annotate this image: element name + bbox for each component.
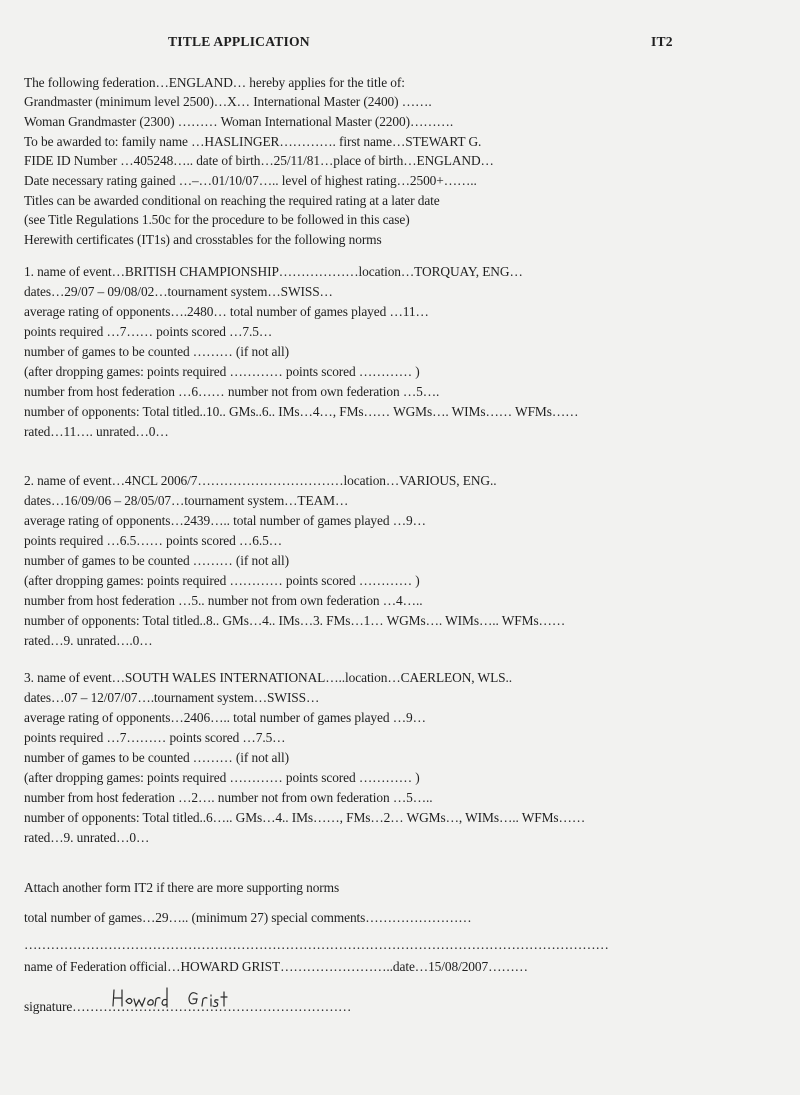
norm-line: 3. name of event…SOUTH WALES INTERNATIONAL…..location…CAERLEON, WLS.. — [24, 670, 512, 685]
norm-line: number of opponents: Total titled..6….. GMs…4.. IMs……, FMs…2… WGMs…, WIMs….. WFMs…… — [24, 810, 586, 825]
intro-line: Herewith certificates (IT1s) and crosstables for the following norms — [24, 232, 382, 247]
norm-line: points required …7……… points scored …7.5… — [24, 730, 286, 745]
norm-line: (after dropping games: points required ………… points scored ………… ) — [24, 770, 420, 785]
norm-line: (after dropping games: points required ………… points scored ………… ) — [24, 364, 420, 379]
intro-line: Grandmaster (minimum level 2500)…X… International Master (2400) ……. — [24, 94, 432, 109]
norm-line: average rating of opponents…2439….. total number of games played …9… — [24, 513, 426, 528]
norm-line: number of opponents: Total titled..8.. GMs…4.. IMs…3. FMs…1… WGMs…. WIMs….. WFMs…… — [24, 613, 566, 628]
norm-line: rated…9. unrated…0… — [24, 830, 150, 845]
norm-line: number of opponents: Total titled..10.. GMs..6.. IMs…4…, FMs…… WGMs…. WIMs…… WFMs…… — [24, 404, 579, 419]
attach-note: Attach another form IT2 if there are more supporting norms — [24, 880, 340, 895]
norm-line: points required …7…… points scored …7.5… — [24, 324, 273, 339]
dotted-line: …………………………………………………………………………………………………………………… — [24, 937, 609, 952]
form-title: TITLE APPLICATION — [168, 34, 310, 49]
norm-line: dates…29/07 – 09/08/02…tournament system…SWISS… — [24, 284, 333, 299]
norm-line: average rating of opponents…2406….. total number of games played …9… — [24, 710, 426, 725]
norm-line: 1. name of event…BRITISH CHAMPIONSHIP………………location…TORQUAY, ENG… — [24, 264, 523, 279]
intro-line: FIDE ID Number …405248….. date of birth…25/11/81…place of birth…ENGLAND… — [24, 153, 494, 168]
norm-line: dates…07 – 12/07/07….tournament system…SWISS… — [24, 690, 320, 705]
norm-line: number of games to be counted ……… (if not all) — [24, 344, 290, 359]
signature-label: signature……………………………………………………… — [24, 999, 352, 1014]
intro-line: (see Title Regulations 1.50c for the procedure to be followed in this case) — [24, 212, 410, 227]
norm-line: points required …6.5…… points scored …6.5… — [24, 533, 283, 548]
norm-line: number from host federation …6…… number not from own federation …5…. — [24, 384, 440, 399]
norm-line: rated…11…. unrated…0… — [24, 424, 169, 439]
handwritten-signature — [111, 986, 251, 1014]
federation-official: name of Federation official…HOWARD GRIST……………………..date…15/08/2007……… — [24, 959, 528, 974]
intro-line: To be awarded to: family name …HASLINGER…………. first name…STEWART G. — [24, 134, 482, 149]
norm-line: (after dropping games: points required ………… points scored ………… ) — [24, 573, 420, 588]
norm-line: number of games to be counted ……… (if not all) — [24, 750, 290, 765]
total-games: total number of games…29….. (minimum 27) special comments…………………… — [24, 910, 472, 925]
norm-line: rated…9. unrated….0… — [24, 633, 153, 648]
intro-line: Woman Grandmaster (2300) ……… Woman International Master (2200)………. — [24, 114, 454, 129]
form-code: IT2 — [651, 34, 673, 49]
intro-line: Date necessary rating gained …–…01/10/07….. level of highest rating…2500+…….. — [24, 173, 477, 188]
norm-line: number of games to be counted ……… (if not all) — [24, 553, 290, 568]
norm-line: average rating of opponents….2480… total number of games played …11… — [24, 304, 429, 319]
intro-line: Titles can be awarded conditional on reaching the required rating at a later date — [24, 193, 440, 208]
norm-line: number from host federation …2…. number not from own federation …5….. — [24, 790, 433, 805]
norm-line: number from host federation …5.. number not from own federation …4….. — [24, 593, 423, 608]
intro-line: The following federation…ENGLAND… hereby applies for the title of: — [24, 75, 405, 90]
norm-line: dates…16/09/06 – 28/05/07…tournament system…TEAM… — [24, 493, 349, 508]
norm-line: 2. name of event…4NCL 2006/7……………………………location…VARIOUS, ENG.. — [24, 473, 497, 488]
